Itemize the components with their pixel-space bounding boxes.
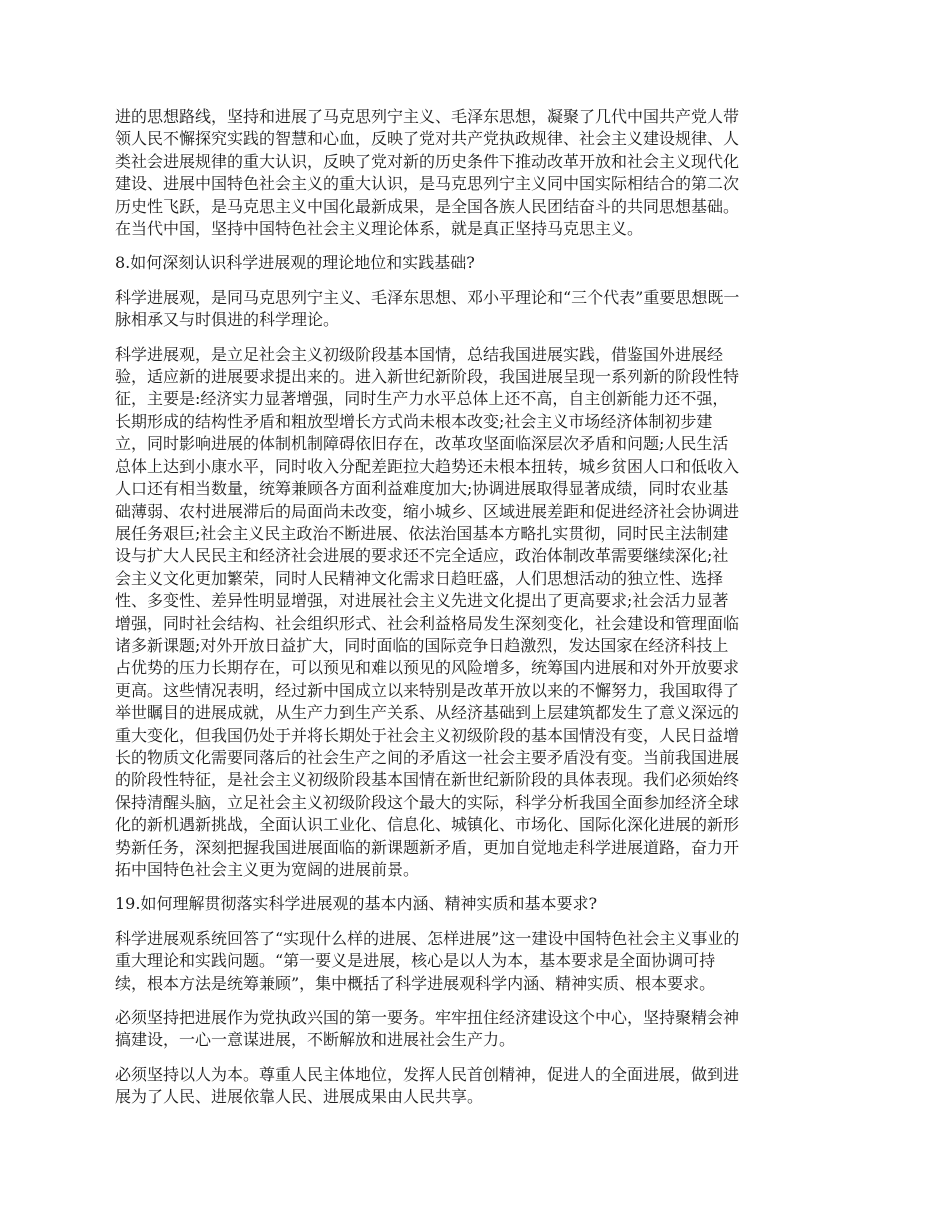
text-line: 类社会进展规律的重大认识，反映了党对新的历史条件下推动改革开放和社会主义现代化	[115, 151, 740, 171]
text-line: 搞建设，一心一意谋进展，不断解放和进展社会生产力。	[115, 1030, 516, 1050]
text-line: 必须坚持把进展作为党执政兴国的第一要务。牢牢扭住经济建设这个中心，坚持聚精会神	[115, 1008, 740, 1028]
text-line: 举世瞩目的进展成就，从生产力到生产关系、从经济基础到上层建筑都发生了意义深远的	[115, 703, 740, 723]
paragraph	[115, 1064, 855, 1109]
text-line: 诸多新课题;对外开放日益扩大，同时面临的国际竞争日趋激烈，发达国家在经济科技上	[115, 635, 729, 655]
text-line: 人口还有相当数量，统筹兼顾各方面利益难度加大;协调进展取得显著成绩，同时农业基	[115, 479, 729, 499]
text-line: 化的新机遇新挑战，全面认识工业化、信息化、城镇化、市场化、国际化深化进展的新形	[115, 815, 740, 835]
text-line: 础薄弱、农村进展滞后的局面尚未改变，缩小城乡、区域进展差距和促进经济社会协调进	[115, 501, 740, 521]
text-line: 长期形成的结构性矛盾和粗放型增长方式尚未根本改变;社会主义市场经济体制初步建	[115, 411, 713, 431]
paragraph	[115, 928, 855, 995]
text-line: 脉相承又与时俱进的科学理论。	[115, 310, 340, 330]
text-line: 必须坚持以人为本。尊重人民主体地位，发挥人民首创精神，促进人的全面进展，做到进	[115, 1064, 740, 1084]
text-line: 征，主要是:经济实力显著增强，同时生产力水平总体上还不高，自主创新能力还不强，	[115, 389, 729, 409]
paragraph	[115, 287, 855, 332]
text-line: 保持清醒头脑，立足社会主义初级阶段这个最大的实际，科学分析我国全面参加经济全球	[115, 792, 740, 812]
text-line: 进的思想路线，坚持和进展了马克思列宁主义、毛泽东思想，凝聚了几代中国共产党人带	[115, 107, 740, 126]
text-line: 展任务艰巨;社会主义民主政治不断进展、依法治国基本方略扎实贯彻，同时民主法制建	[115, 523, 729, 543]
text-line: 重大理论和实践问题。“第一要义是进展，核心是以人为本，基本要求是全面协调可持	[115, 951, 716, 971]
text-line: 验，适应新的进展要求提出来的。进入新世纪新阶段，我国进展呈现一系列新的阶段性特	[115, 367, 740, 387]
text-line: 势新任务，深刻把握我国进展面临的新课题新矛盾，更加自觉地走科学进展道路，奋力开	[115, 837, 740, 857]
paragraph	[115, 106, 855, 240]
text-line: 的阶段性特征，是社会主义初级阶段基本国情在新世纪新阶段的具体表现。我们必须始终	[115, 770, 740, 790]
text-line: 拓中国特色社会主义更为宽阔的进展前景。	[115, 860, 420, 879]
paragraph	[115, 1007, 855, 1052]
text-line: 总体上达到小康水平，同时收入分配差距拉大趋势还未根本扭转，城乡贫困人口和低收入	[115, 456, 740, 476]
paragraph	[115, 893, 855, 915]
text-line: 更高。这些情况表明，经过新中国成立以来特别是改革开放以来的不懈努力，我国取得了	[115, 680, 740, 700]
text-line: 8.如何深刻认识科学进展观的理论地位和实践基础?	[115, 253, 475, 273]
text-line: 历史性飞跃，是马克思主义中国化最新成果，是全国各族人民团结奋斗的共同思想基础。	[115, 196, 740, 216]
text-line: 科学进展观系统回答了“实现什么样的进展、怎样进展”这一建设中国特色社会主义事业的	[115, 928, 740, 948]
text-line: 立，同时影响进展的体制机制障碍依旧存在，改革攻坚面临深层次矛盾和问题;人民生活	[115, 434, 729, 454]
document-body	[115, 106, 855, 1121]
text-line: 增强，同时社会结构、社会组织形式、社会利益格局发生深刻变化，社会建设和管理面临	[115, 613, 740, 633]
text-line: 性、多变性、差异性明显增强，对进展社会主义先进文化提出了更高要求;社会活力显著	[115, 591, 729, 611]
text-line: 在当代中国，坚持中国特色社会主义理论体系，就是真正坚持马克思主义。	[115, 219, 644, 239]
text-line: 19.如何理解贯彻落实科学进展观的基本内涵、精神实质和基本要求?	[115, 894, 598, 914]
text-line: 重大变化，但我国仍处于并将长期处于社会主义初级阶段的基本国情没有变，人民日益增	[115, 725, 740, 745]
text-line: 占优势的压力长期存在，可以预见和难以预见的风险增多，统筹国内进展和对外开放要求	[115, 658, 740, 678]
text-line: 长的物质文化需要同落后的社会生产之间的矛盾这一社会主要矛盾没有变。当前我国进展	[115, 747, 740, 767]
paragraph	[115, 252, 855, 274]
text-line: 建设、进展中国特色社会主义的重大认识，是马克思列宁主义同中国实际相结合的第二次	[115, 174, 740, 194]
text-line: 展为了人民、进展依靠人民、进展成果由人民共享。	[115, 1087, 484, 1107]
text-line: 设与扩大人民民主和经济社会进展的要求还不完全适应，政治体制改革需要继续深化;社	[115, 546, 729, 566]
text-line: 科学进展观，是同马克思列宁主义、毛泽东思想、邓小平理论和“三个代表”重要思想既一	[115, 287, 740, 307]
text-line: 科学进展观，是立足社会主义初级阶段基本国情，总结我国进展实践，借鉴国外进展经	[115, 344, 724, 364]
text-line: 会主义文化更加繁荣，同时人民精神文化需求日趋旺盛，人们思想活动的独立性、选择	[115, 568, 724, 588]
paragraph	[115, 344, 855, 882]
text-line: 续，根本方法是统筹兼顾”，集中概括了科学进展观科学内涵、精神实质、根本要求。	[115, 973, 716, 993]
text-line: 领人民不懈探究实践的智慧和心血，反映了党对共产党执政规律、社会主义建设规律、人	[115, 129, 740, 149]
